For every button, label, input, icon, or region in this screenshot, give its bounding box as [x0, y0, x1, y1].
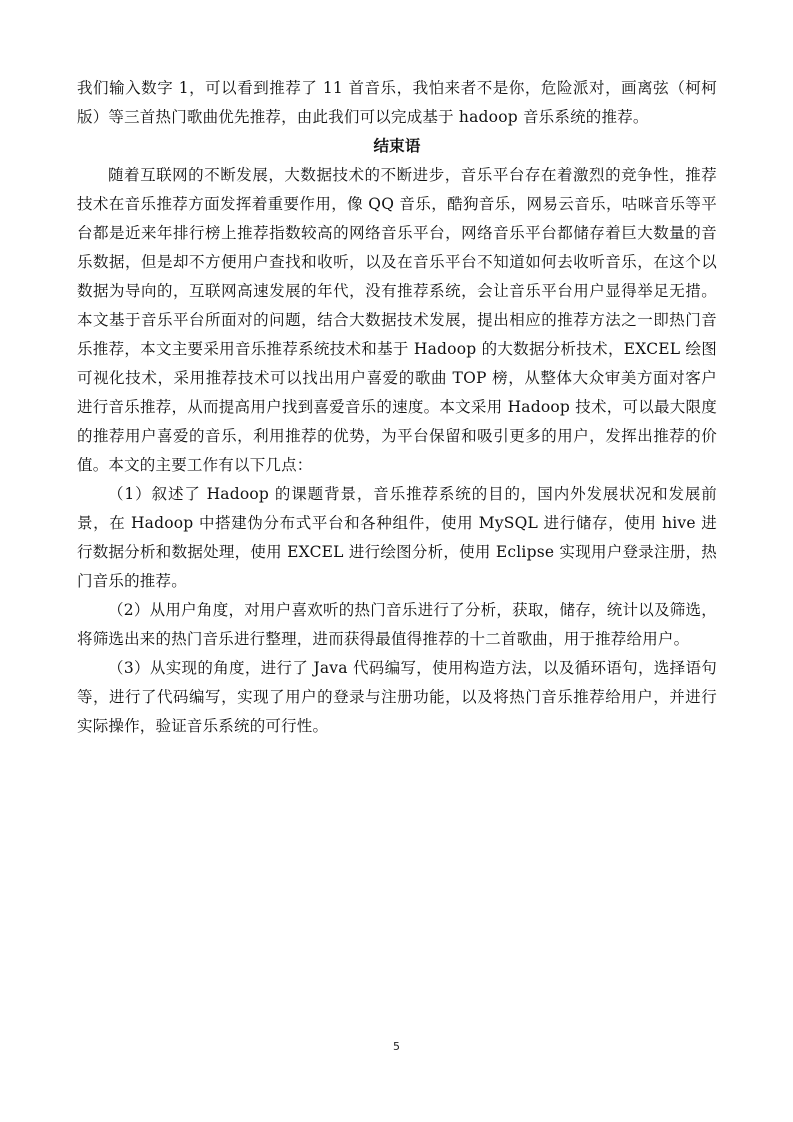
conclusion-title: 结束语 [373, 137, 421, 155]
work-item-1: （1）叙述了 Hadoop 的课题背景，音乐推荐系统的目的，国内外发展状况和发展前景，在 Hadoop 中搭建伪分布式平台和各种组件，使用 MySQL 进行储存，使用 hive 进行数据分析和数据处理，使用 EXCEL 进行绘图分析，使用 Eclipse 实现用户登录注册，热门音乐的推荐。 [77, 485, 717, 590]
page-content [77, 74, 717, 741]
work-item-3: （3）从实现的角度，进行了 Java 代码编写，使用构造方法，以及循环语句，选择语句等，进行了代码编写，实现了用户的登录与注册功能，以及将热门音乐推荐给用户，并进行实际操作，验证音乐系统的可行性。 [77, 659, 717, 735]
page-number: 5 [393, 1040, 400, 1053]
conclusion-paragraph: 随着互联网的不断发展，大数据技术的不断进步，音乐平台存在着激烈的竞争性，推荐技术在音乐推荐方面发挥着重要作用，像 QQ 音乐，酷狗音乐，网易云音乐，咕咪音乐等平台都是近来年排行榜上推荐指数较高的网络音乐平台，网络音乐平台都储存着巨大数量的音乐数据，但是却不方便用户查找和收听，以及在音乐平台不知道如何去收听音乐，在这个以数据为导向的，互联网高速发展的年代，没有推荐系统，会让音乐平台用户显得举足无措。本文基于音乐平台所面对的问题，结合大数据技术发展，提出相应的推荐方法之一即热门音乐推荐，本文主要采用音乐推荐系统技术和基于 Hadoop 的大数据分析技术，EXCEL 绘图可视化技术，采用推荐技术可以找出用户喜爱的歌曲 TOP 榜，从整体大众审美方面对客户进行音乐推荐，从而提高用户找到喜爱音乐的速度。本文采用 Hadoop 技术，可以最大限度的推荐用户喜爱的音乐，利用推荐的优势，为平台保留和吸引更多的用户，发挥出推荐的价值。本文的主要工作有以下几点： [77, 166, 717, 474]
intro-paragraph: 我们输入数字 1，可以看到推荐了 11 首音乐，我怕来者不是你，危险派对，画离弦（柯柯版）等三首热门歌曲优先推荐，由此我们可以完成基于 hadoop 音乐系统的推荐。 [77, 79, 717, 126]
work-item-2: （2）从用户角度，对用户喜欢听的热门音乐进行了分析，获取，储存，统计以及筛选，将筛选出来的热门音乐进行整理，进而获得最值得推荐的十二首歌曲，用于推荐给用户。 [77, 601, 717, 648]
